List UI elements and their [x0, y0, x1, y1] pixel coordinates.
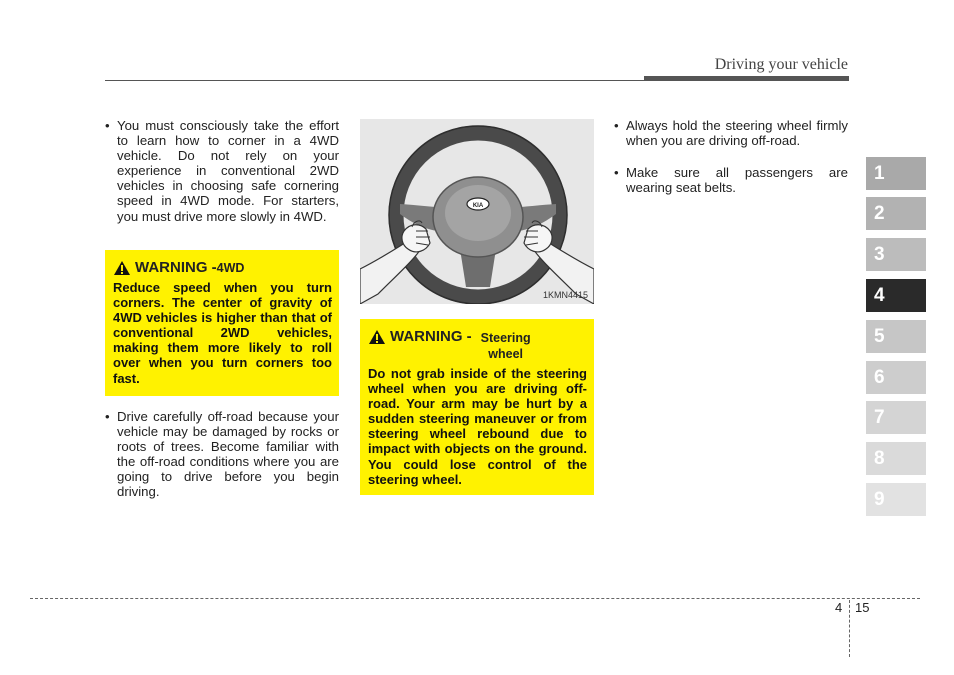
- section-title: Driving your vehicle: [714, 56, 848, 73]
- steering-wheel-illustration: [360, 119, 594, 304]
- warning-subject: 4WD: [216, 261, 245, 275]
- warning-triangle-icon: [368, 329, 386, 345]
- bullet-offroad-care: • Drive carefully off-road because your vehicle may be damaged by rocks or roots of trees. Become familiar with the off-road conditions where you are going to drive before you begin driving.: [105, 409, 339, 500]
- warning-label: WARNING -: [135, 259, 217, 276]
- footer-page-number: 15: [855, 600, 870, 615]
- chapter-tab-1[interactable]: 1: [866, 157, 926, 190]
- chapter-tab-5[interactable]: 5: [866, 320, 926, 353]
- bullet-hold-wheel: • Always hold the steering wheel firmly when you are driving off-road.: [614, 118, 848, 149]
- footer-divider: [849, 600, 850, 657]
- chapter-tab-7[interactable]: 7: [866, 401, 926, 434]
- footer-chapter-number: 4: [835, 600, 843, 615]
- warning-text: Do not grab inside of the steering wheel when you are driving off-road. Your arm may be hurt by a sudden steering maneuver or from steering wheel rebound due to impact with objects on the ground. You could lose control of the steering wheel.: [368, 366, 587, 487]
- bullet-corner-4wd: • You must consciously take the effort to learn how to corner in a 4WD vehicle. Do not rely on your experience in conventional 2WD vehicles in choosing safe cornering speed in 4WD mode. For starters, you must drive more slowly in 4WD.: [105, 118, 339, 224]
- chapter-tab-2[interactable]: 2: [866, 197, 926, 230]
- warning-label: WARNING -: [390, 328, 472, 345]
- logo-text: KIA: [472, 203, 484, 209]
- steering-wheel-image: [360, 119, 594, 304]
- chapter-tab-3[interactable]: 3: [866, 238, 926, 271]
- image-code: 1KMN4415: [542, 290, 588, 300]
- chapter-tab-8[interactable]: 8: [866, 442, 926, 475]
- chapter-tab-4-active[interactable]: 4: [866, 279, 926, 312]
- chapter-tab-6[interactable]: 6: [866, 361, 926, 394]
- warning-subject: Steering wheel: [480, 331, 531, 361]
- warning-box-4wd: [105, 250, 339, 396]
- header-rule-accent: [644, 76, 849, 81]
- bullet-seat-belts: • Make sure all passengers are wearing seat belts.: [614, 165, 848, 196]
- warning-triangle-icon: [113, 260, 131, 276]
- warning-text: Reduce speed when you turn corners. The center of gravity of 4WD vehicles is higher than that of conventional 2WD vehicles, making them more likely to roll over when you turn corners too fast.: [113, 280, 332, 386]
- warning-box-steering: [360, 319, 594, 495]
- chapter-tab-9[interactable]: 9: [866, 483, 926, 516]
- footer-rule: [30, 598, 920, 599]
